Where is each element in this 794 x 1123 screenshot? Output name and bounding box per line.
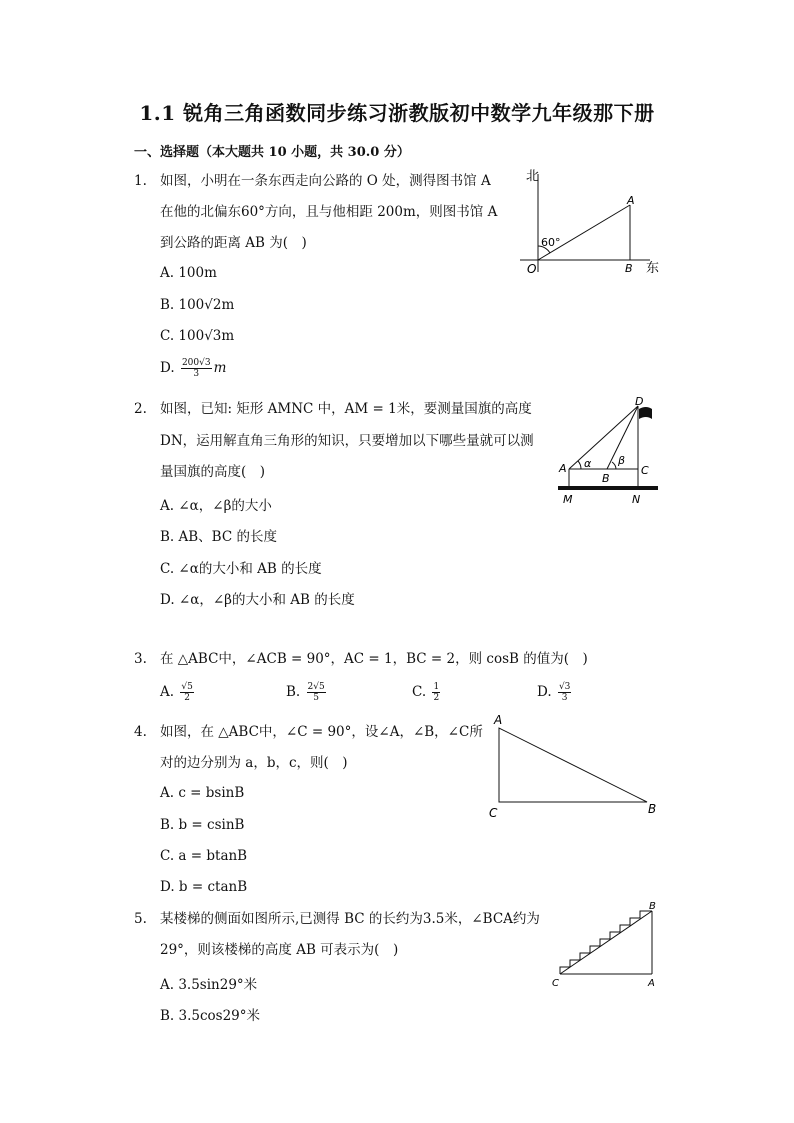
label-beta: β: [618, 454, 626, 467]
label-c: C: [641, 464, 649, 477]
label-b: B: [649, 901, 656, 912]
figure-q2: [552, 393, 680, 508]
option-b[interactable]: B. AB、BC 的长度: [160, 529, 277, 545]
fraction-numerator: 1: [433, 682, 440, 692]
label-a: A: [648, 978, 655, 989]
fraction: [307, 682, 326, 703]
fraction-denominator: 5: [313, 693, 319, 703]
fraction: [181, 358, 212, 379]
option-a[interactable]: A. c = bsinB: [160, 785, 245, 801]
question-number: 2.: [134, 401, 147, 417]
fraction-numerator: 2√5: [307, 682, 325, 692]
question-text-line: 到公路的距离 AB 为( ): [160, 235, 307, 251]
question-number: 1.: [134, 173, 147, 189]
option-label: C.: [412, 684, 427, 700]
fraction-numerator: 200√3: [181, 358, 211, 368]
option-a[interactable]: A. 3.5sin29°米: [160, 977, 258, 993]
label-b: B: [625, 262, 633, 275]
option-label: D.: [537, 684, 552, 700]
figure-q1: [512, 160, 664, 282]
label-o: O: [527, 262, 537, 276]
option-c[interactable]: C. a = btanB: [160, 848, 248, 864]
question-text-line: 如图，在 △ABC中，∠C = 90°，设∠A，∠B，∠C所: [160, 724, 483, 740]
question-text-line: 量国旗的高度( ): [160, 464, 266, 480]
question-number: 5.: [134, 911, 147, 927]
option-b[interactable]: B. 3.5cos29°米: [160, 1008, 261, 1024]
label-north: 北: [526, 169, 540, 184]
triangle-abc: [499, 728, 647, 802]
fraction-denominator: 3: [193, 369, 200, 379]
label-b: B: [602, 472, 610, 485]
option-label: A.: [160, 684, 175, 700]
fraction: [432, 682, 440, 703]
flag-icon: [639, 407, 652, 419]
question-text-line: 29°，则该楼梯的高度 AB 可表示为( ): [160, 942, 399, 958]
label-a: A: [559, 462, 567, 475]
label-n: N: [632, 493, 641, 506]
option-c[interactable]: C. ∠α的大小和 AB 的长度: [160, 561, 322, 577]
section-header: 一、选择题（本大题共 10 小题，共 30.0 分）: [134, 145, 410, 160]
question-text-line: 在他的北偏东60°方向，且与他相距 200m，则图书馆 A: [160, 204, 498, 220]
fraction-denominator: 2: [184, 693, 190, 703]
question-number: 4.: [134, 724, 147, 740]
line-ad: [569, 406, 638, 469]
fraction: [180, 682, 193, 703]
option-b[interactable]: B. 100√2m: [160, 297, 235, 313]
question-text-line: 在 △ABC中，∠ACB = 90°，AC = 1，BC = 2，则 cosB 的值为( ): [160, 651, 588, 667]
option-label: D.: [160, 360, 175, 376]
ground-bar: [558, 486, 658, 490]
label-m: M: [563, 493, 573, 506]
fraction: [558, 682, 571, 703]
question-text-line: 某楼梯的侧面如图所示,已测得 BC 的长约为3.5米，∠BCA约为: [160, 911, 540, 927]
label-a: A: [494, 713, 503, 727]
line-cb: [560, 911, 652, 974]
line-oa: [538, 205, 630, 260]
figure-q5: [548, 897, 666, 993]
label-angle: 60°: [541, 236, 561, 249]
unit: m: [213, 360, 227, 376]
fraction-numerator: √5: [181, 682, 193, 692]
label-b: B: [648, 802, 657, 816]
fraction-numerator: √3: [558, 682, 571, 692]
question-number: 3.: [134, 651, 147, 667]
option-c[interactable]: C. 100√3m: [160, 328, 235, 344]
figure-q4: [484, 710, 664, 822]
option-c[interactable]: [412, 682, 442, 703]
question-text-line: DN，运用解直角三角形的知识，只要增加以下哪些量就可以测: [160, 433, 534, 449]
option-d[interactable]: [160, 358, 226, 379]
option-b[interactable]: [286, 682, 328, 703]
label-alpha: α: [584, 457, 592, 470]
label-c: C: [489, 806, 498, 820]
option-b[interactable]: B. b = csinB: [160, 817, 245, 833]
page-title: 1.1 锐角三角函数同步练习浙教版初中数学九年级那下册: [139, 101, 655, 125]
option-a[interactable]: A. ∠α，∠β的大小: [160, 498, 272, 514]
angle-beta-arc: [612, 462, 616, 469]
fraction-denominator: 3: [561, 693, 568, 703]
label-d: D: [635, 395, 644, 408]
option-d[interactable]: D. ∠α，∠β的大小和 AB 的长度: [160, 592, 355, 608]
angle-alpha-arc: [578, 461, 581, 469]
question-text-line: 如图，已知: 矩形 AMNC 中，AM = 1米，要测量国旗的高度: [160, 401, 532, 417]
option-a[interactable]: [160, 682, 196, 703]
option-d[interactable]: D. b = ctanB: [160, 879, 248, 895]
question-text-line: 对的边分别为 a，b，c，则( ): [160, 755, 348, 771]
label-a: A: [627, 194, 635, 207]
question-text-line: 如图，小明在一条东西走向公路的 O 处，测得图书馆 A: [160, 173, 491, 189]
fraction-denominator: 2: [433, 693, 440, 703]
label-east: 东: [646, 261, 660, 276]
option-d[interactable]: [537, 682, 573, 703]
option-label: B.: [286, 684, 301, 700]
label-c: C: [552, 978, 559, 989]
option-a[interactable]: A. 100m: [160, 265, 217, 281]
